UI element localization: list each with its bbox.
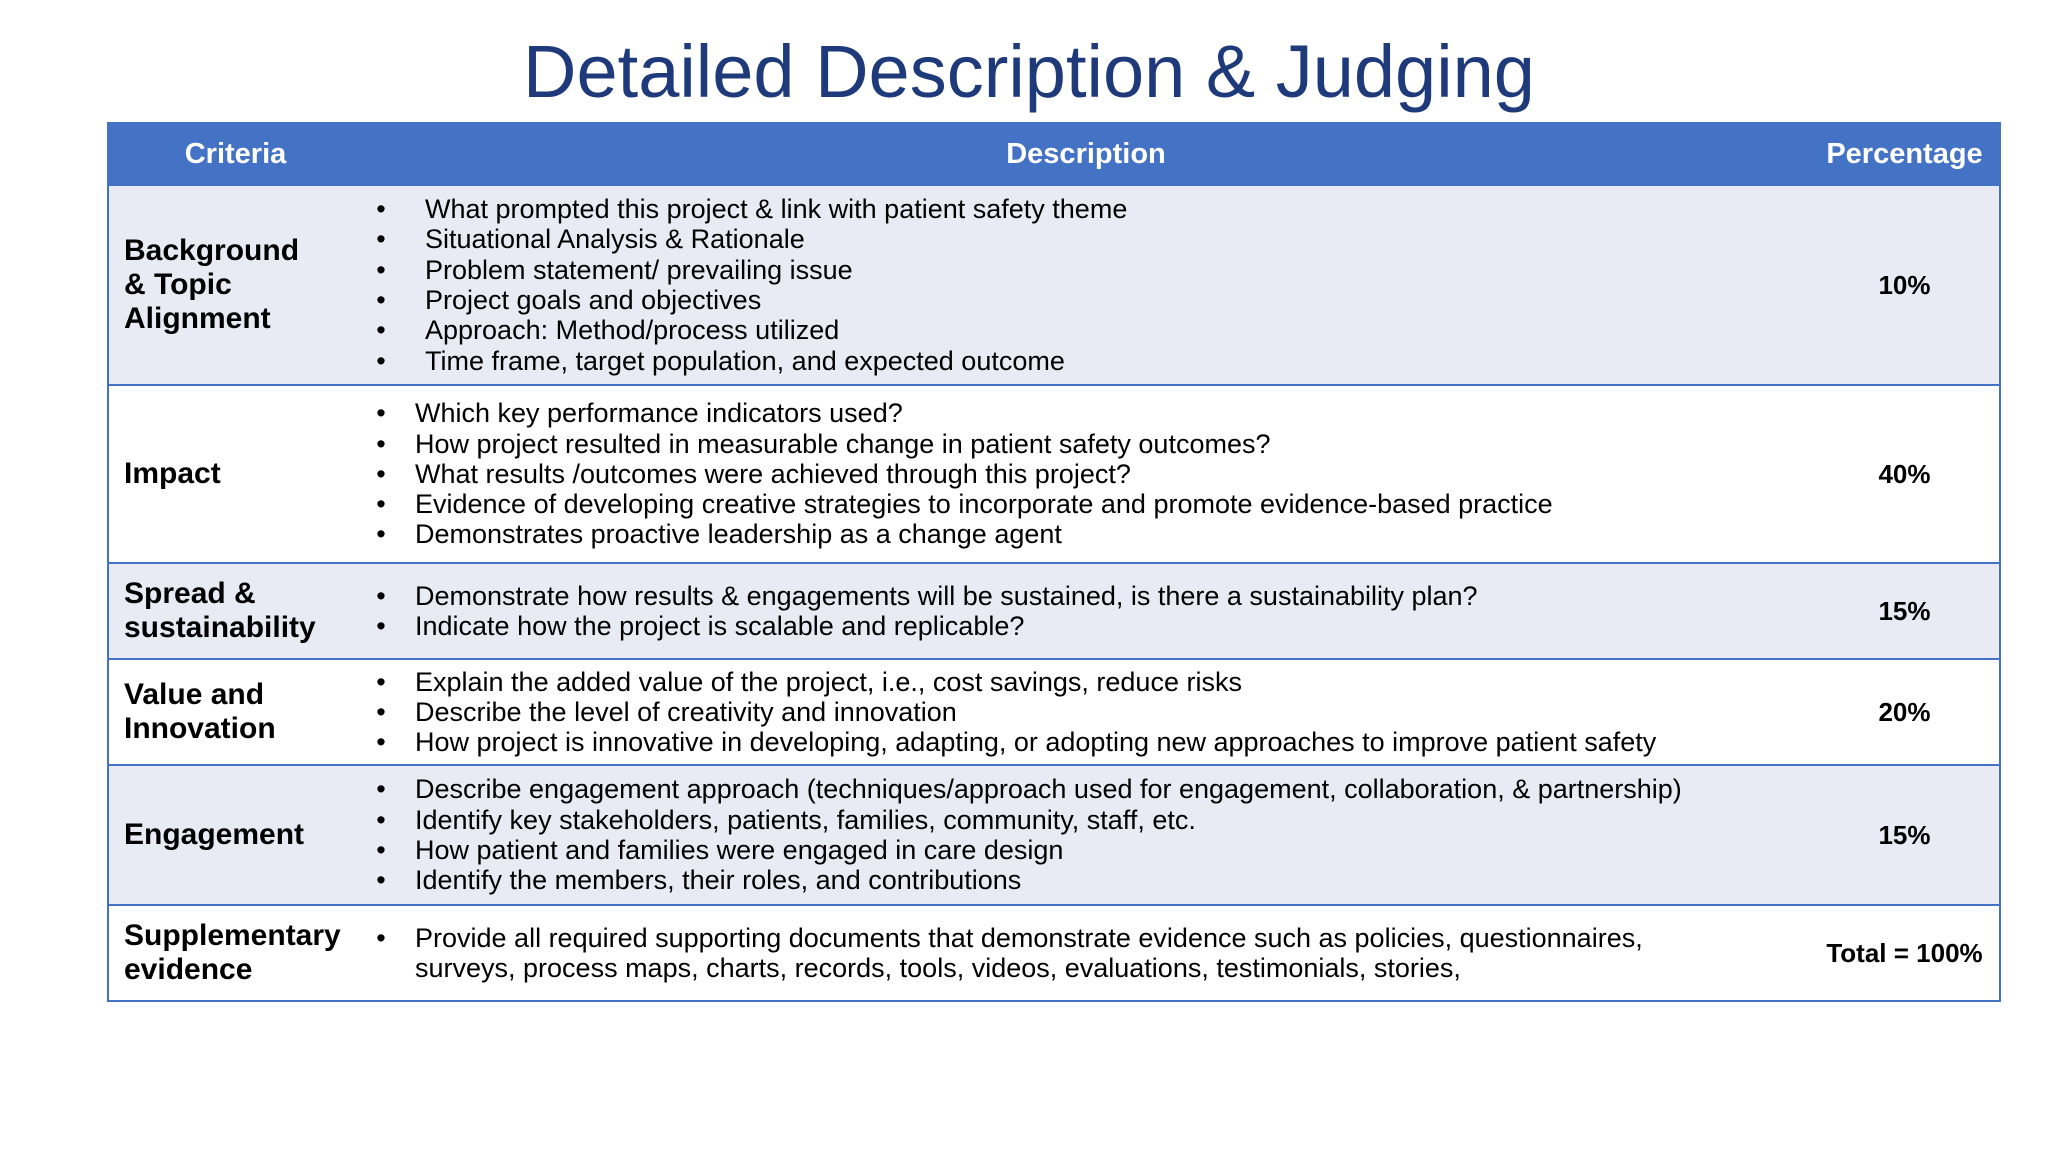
list-item: • Demonstrate how results & engagements will be sustained, is there a sustainability plan? xyxy=(376,580,1478,611)
list-item: • Identify key stakeholders, patients, families, community, staff, etc. xyxy=(376,804,1196,835)
list-item-text: Provide all required supporting documents that demonstrate evidence such as policies, questionnaires, surveys, process maps, charts, records, tools, videos, evaluations, testimonials, stories, xyxy=(415,922,1643,983)
percentage-cell: 40% xyxy=(1810,385,2000,563)
list-item-text: Approach: Method/process utilized xyxy=(425,315,840,346)
header-description: Description xyxy=(362,123,1810,185)
table-row xyxy=(108,385,2000,563)
judging-criteria-table xyxy=(107,122,2001,1002)
criteria-cell: Impact xyxy=(108,385,362,563)
list-item-text: Identify key stakeholders, patients, families, community, staff, etc. xyxy=(415,804,1196,835)
list-item-text: Situational Analysis & Rationale xyxy=(425,224,805,255)
page-title: Detailed Description & Judging xyxy=(523,30,1535,113)
description-cell xyxy=(362,385,1810,563)
list-item-text: Problem statement/ prevailing issue xyxy=(425,254,853,285)
description-list xyxy=(362,774,1810,895)
header-percentage: Percentage xyxy=(1810,123,2000,185)
description-cell xyxy=(362,185,1810,385)
list-item-text: Evidence of developing creative strategies to incorporate and promote evidence-based practice xyxy=(415,489,1553,520)
list-item: • Approach: Method/process utilized xyxy=(376,315,840,346)
criteria-cell: Background & Topic Alignment xyxy=(108,185,362,385)
list-item-text: Explain the added value of the project, i.e., cost savings, reduce risks xyxy=(415,666,1242,697)
description-list xyxy=(362,923,1810,984)
list-item: • What prompted this project & link with patient safety theme xyxy=(376,194,1128,225)
criteria-cell: Value and Innovation xyxy=(108,659,362,765)
list-item-text: Which key performance indicators used? xyxy=(415,398,903,429)
list-item: • Evidence of developing creative strategies to incorporate and promote evidence-based practice xyxy=(376,489,1553,520)
list-item-text: What prompted this project & link with patient safety theme xyxy=(425,194,1128,225)
table-row xyxy=(108,905,2000,1001)
description-list xyxy=(362,667,1810,758)
list-item: • Which key performance indicators used? xyxy=(376,398,903,429)
list-item: • How patient and families were engaged in care design xyxy=(376,835,1064,865)
description-cell xyxy=(362,765,1810,905)
header-criteria: Criteria xyxy=(108,123,362,185)
list-item: • Identify the members, their roles, and contributions xyxy=(376,865,1022,896)
percentage-cell: 20% xyxy=(1810,659,2000,765)
description-cell xyxy=(362,563,1810,659)
list-item-text: Demonstrates proactive leadership as a change agent xyxy=(415,519,1062,550)
criteria-cell: Supplementary evidence xyxy=(108,905,362,1001)
list-item: • How project resulted in measurable change in patient safety outcomes? xyxy=(376,428,1271,459)
list-item-text: Describe the level of creativity and innovation xyxy=(415,696,957,727)
list-item: • Demonstrates proactive leadership as a change agent xyxy=(376,519,1062,550)
list-item: • Describe the level of creativity and innovation xyxy=(376,696,957,727)
list-item-text: What results /outcomes were achieved through this project? xyxy=(415,458,1131,489)
list-item-text: Describe engagement approach (techniques/approach used for engagement, collaboration, & partnership) xyxy=(415,774,1682,805)
description-list xyxy=(362,581,1810,642)
table-row xyxy=(108,765,2000,905)
list-item-text: Demonstrate how results & engagements will be sustained, is there a sustainability plan? xyxy=(415,580,1478,611)
percentage-cell: 15% xyxy=(1810,765,2000,905)
list-item: • Problem statement/ prevailing issue xyxy=(376,254,853,285)
description-list xyxy=(362,398,1810,549)
percentage-cell: 10% xyxy=(1810,185,2000,385)
description-list xyxy=(362,194,1810,376)
description-cell xyxy=(362,905,1810,1001)
percentage-cell: Total = 100% xyxy=(1810,905,2000,1001)
list-item: • Project goals and objectives xyxy=(376,285,762,315)
list-item: • Provide all required supporting documents that demonstrate evidence such as policies, questionnaires, surveys, process maps, charts, records, tools, videos, evaluations, testimonials, stories, xyxy=(376,922,1643,983)
list-item-text: Identify the members, their roles, and contributions xyxy=(415,865,1022,896)
table-row xyxy=(108,185,2000,385)
list-item-text: How project is innovative in developing, adapting, or adopting new approaches to improve patient safety xyxy=(415,727,1657,758)
list-item-text: How patient and families were engaged in care design xyxy=(415,835,1064,865)
list-item-text: How project resulted in measurable change in patient safety outcomes? xyxy=(415,428,1271,459)
criteria-cell: Spread & sustainability xyxy=(108,563,362,659)
list-item: • Time frame, target population, and expected outcome xyxy=(376,345,1065,376)
list-item: • What results /outcomes were achieved through this project? xyxy=(376,458,1131,489)
list-item: • Situational Analysis & Rationale xyxy=(376,224,805,255)
table-header-row xyxy=(108,123,2000,185)
list-item-text: Time frame, target population, and expected outcome xyxy=(425,345,1065,376)
description-cell xyxy=(362,659,1810,765)
list-item: • Explain the added value of the project, i.e., cost savings, reduce risks xyxy=(376,666,1242,697)
percentage-cell: 15% xyxy=(1810,563,2000,659)
table-row xyxy=(108,563,2000,659)
list-item: • How project is innovative in developing, adapting, or adopting new approaches to improve patient safety xyxy=(376,727,1657,758)
list-item: • Describe engagement approach (techniques/approach used for engagement, collaboration, & partnership) xyxy=(376,774,1682,805)
list-item-text: Indicate how the project is scalable and replicable? xyxy=(415,611,1025,641)
criteria-cell: Engagement xyxy=(108,765,362,905)
list-item-text: Project goals and objectives xyxy=(425,285,762,315)
table-row xyxy=(108,659,2000,765)
list-item: • Indicate how the project is scalable and replicable? xyxy=(376,611,1025,641)
